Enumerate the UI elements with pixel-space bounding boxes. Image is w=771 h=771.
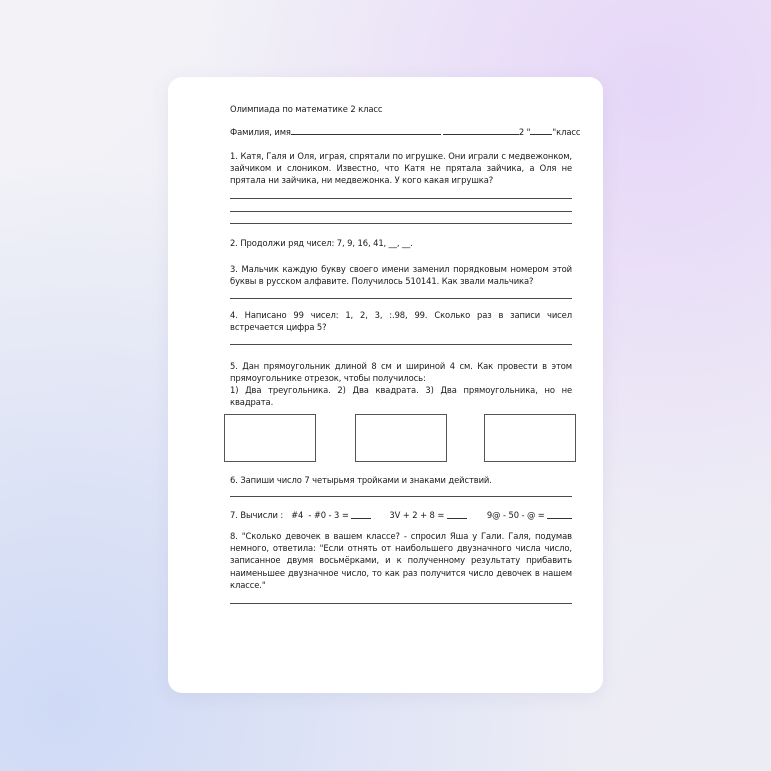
rectangle-2[interactable]: [355, 414, 447, 462]
answer-field-7a[interactable]: [351, 509, 371, 519]
question-5-options: 1) Два треугольника. 2) Два квадрата. 3) Два прямоугольника, но не квадрата.: [230, 385, 572, 408]
name-line: [230, 125, 581, 138]
document-page: [168, 77, 603, 693]
grade-suffix: "класс: [552, 127, 581, 137]
answer-line-3[interactable]: [230, 298, 572, 299]
question-1: 1. Катя, Галя и Оля, играя, спрятали по игрушке. Они играли с медвежонком, зайчиком и слоником. Известно, что Катя не прятала зайчика, а Оля не прятала ни зайчика, ни медвежонка. У кого какая игрушка?: [230, 151, 572, 186]
answer-field-7c[interactable]: [547, 509, 572, 519]
question-2: 2. Продолжи ряд чисел: 7, 9, 16, 41, __, __.: [230, 238, 413, 248]
expression-2: 3V + 2 + 8 =: [389, 510, 447, 520]
question-8: 8. "Сколько девочек в вашем классе? - спросил Яша у Гали. Галя, подумав немного, ответила: "Если отнять от наибольшего двузначного числа число, записанное двумя восьмёрками, и к полученному результату прибавить наименьшее двузначное число, то как раз получится число девочек в нашем классе.": [230, 531, 572, 590]
question-7-label: 7. Вычисли :: [230, 510, 284, 520]
name-field[interactable]: [291, 125, 441, 135]
grade-letter-field[interactable]: [530, 125, 552, 135]
question-6: 6. Запиши число 7 четырьмя тройками и знаками действий.: [230, 475, 492, 485]
answer-field-7b[interactable]: [447, 509, 467, 519]
rectangle-1[interactable]: [224, 414, 316, 462]
expression-1: #4 - #0 - 3 =: [291, 510, 352, 520]
answer-line-6[interactable]: [230, 496, 572, 497]
answer-line-1b[interactable]: [230, 211, 572, 212]
answer-line-1c[interactable]: [230, 223, 572, 224]
question-7: [230, 509, 572, 521]
surname-field[interactable]: [443, 125, 519, 135]
worksheet-title: Олимпиада по математике 2 класс: [230, 104, 383, 114]
rectangle-3[interactable]: [484, 414, 576, 462]
name-label: Фамилия, имя: [230, 127, 291, 137]
question-5: 5. Дан прямоугольник длиной 8 см и шириной 4 см. Как провести в этом прямоугольнике отрезок, чтобы получилось:: [230, 361, 572, 384]
expression-3: 9@ - 50 - @ =: [486, 510, 548, 520]
grade-prefix: 2 ": [518, 127, 531, 137]
answer-line-4[interactable]: [230, 344, 572, 345]
question-3: 3. Мальчик каждую букву своего имени заменил порядковым номером этой буквы в русском алфавите. Получилось 510141. Как звали мальчика?: [230, 264, 572, 287]
answer-line-1a[interactable]: [230, 198, 572, 199]
answer-line-8[interactable]: [230, 603, 572, 604]
question-4: 4. Написано 99 чисел: 1, 2, 3, :.98, 99. Сколько раз в записи чисел встречается цифра 5?: [230, 310, 572, 333]
